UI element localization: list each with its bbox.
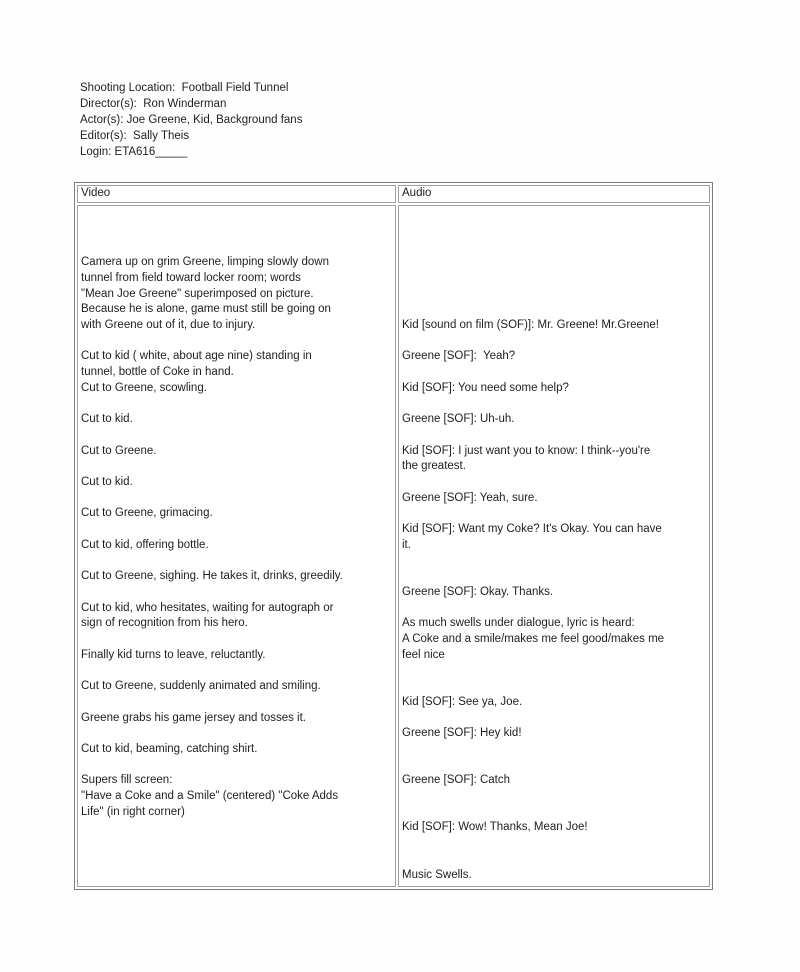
text-line bbox=[402, 271, 706, 287]
table-header-row bbox=[77, 185, 710, 203]
text-line bbox=[402, 239, 706, 255]
text-line bbox=[402, 475, 706, 491]
video-column-cell bbox=[77, 205, 396, 887]
text-line bbox=[402, 601, 706, 617]
text-line: Greene [SOF]: Catch bbox=[402, 774, 511, 787]
text-line: Cut to kid ( white, about age nine) standing in bbox=[81, 350, 312, 363]
text-line bbox=[402, 255, 706, 271]
text-line: Kid [SOF]: You need some help? bbox=[402, 381, 569, 394]
text-line: Shooting Location: Football Field Tunnel bbox=[80, 82, 289, 94]
text-line bbox=[81, 585, 392, 601]
text-line bbox=[81, 208, 392, 224]
text-line bbox=[81, 726, 392, 742]
text-line: Music Swells. bbox=[402, 868, 472, 881]
text-line: Greene [SOF]: Hey kid! bbox=[402, 727, 522, 740]
text-line: Cut to Greene, grimacing. bbox=[81, 507, 213, 520]
text-line: Camera up on grim Greene, limping slowly down bbox=[81, 256, 329, 269]
text-line: Actor(s): Joe Greene, Kid, Background fans bbox=[80, 114, 303, 126]
text-line bbox=[402, 553, 706, 569]
text-line bbox=[402, 711, 706, 727]
text-line bbox=[81, 459, 392, 475]
text-line: Greene [SOF]: Yeah? bbox=[402, 350, 516, 363]
text-line: Cut to Greene, suddenly animated and smiling. bbox=[81, 680, 321, 693]
text-line: Greene [SOF]: Okay. Thanks. bbox=[402, 585, 554, 598]
text-line bbox=[402, 208, 706, 224]
text-line bbox=[402, 365, 706, 381]
table-body-row bbox=[77, 205, 710, 887]
text-line: with Greene out of it, due to injury. bbox=[81, 318, 256, 331]
text-line: Cut to kid, who hesitates, waiting for autograph or bbox=[81, 601, 334, 614]
video-column-header: Video bbox=[77, 185, 396, 203]
text-line bbox=[402, 679, 706, 695]
text-line bbox=[402, 836, 706, 852]
text-line bbox=[402, 224, 706, 240]
text-line bbox=[402, 758, 706, 774]
text-line: Cut to Greene, sighing. He takes it, drinks, greedily. bbox=[81, 570, 343, 583]
text-line: Finally kid turns to leave, reluctantly. bbox=[81, 648, 266, 661]
audio-column-cell bbox=[398, 205, 710, 887]
text-line: Cut to kid, beaming, catching shirt. bbox=[81, 742, 258, 755]
text-line bbox=[402, 396, 706, 412]
text-line: Kid [SOF]: Want my Coke? It's Okay. You can have bbox=[402, 523, 662, 536]
text-line: Editor(s): Sally Theis bbox=[80, 130, 190, 142]
text-line bbox=[81, 428, 392, 444]
text-line: Supers fill screen: bbox=[81, 774, 173, 787]
text-line bbox=[81, 553, 392, 569]
text-line bbox=[402, 742, 706, 758]
text-line: Kid [SOF]: Wow! Thanks, Mean Joe! bbox=[402, 821, 588, 834]
text-line bbox=[81, 695, 392, 711]
text-line: Cut to kid. bbox=[81, 475, 133, 488]
production-info bbox=[80, 80, 302, 160]
video-script-text bbox=[81, 208, 392, 820]
text-line bbox=[81, 396, 392, 412]
text-line: tunnel, bottle of Coke in hand. bbox=[81, 366, 234, 379]
text-line: Because he is alone, game must still be going on bbox=[81, 303, 331, 316]
text-line bbox=[402, 287, 706, 303]
text-line: Kid [SOF]: I just want you to know: I think--you're bbox=[402, 444, 651, 457]
text-line bbox=[81, 663, 392, 679]
text-line: tunnel from field toward locker room; words bbox=[81, 271, 301, 284]
text-line: Greene grabs his game jersey and tosses it. bbox=[81, 711, 307, 724]
text-line: Cut to Greene. bbox=[81, 444, 157, 457]
text-line bbox=[402, 852, 706, 868]
text-line bbox=[402, 334, 706, 350]
text-line: Greene [SOF]: Yeah, sure. bbox=[402, 491, 538, 504]
text-line bbox=[81, 334, 392, 350]
audio-column-header: Audio bbox=[398, 185, 710, 203]
script-table bbox=[74, 182, 713, 890]
text-line: Kid [sound on film (SOF)]: Mr. Greene! Mr.Greene! bbox=[402, 318, 659, 331]
text-line: As much swells under dialogue, lyric is heard: bbox=[402, 617, 635, 630]
text-line bbox=[402, 805, 706, 821]
text-line: it. bbox=[402, 538, 411, 551]
audio-script-text bbox=[402, 208, 706, 883]
text-line: A Coke and a smile/makes me feel good/makes me bbox=[402, 632, 665, 645]
text-line: Cut to kid. bbox=[81, 413, 133, 426]
text-line: Cut to Greene, scowling. bbox=[81, 381, 207, 394]
text-line bbox=[402, 428, 706, 444]
text-line bbox=[402, 506, 706, 522]
text-line: the greatest. bbox=[402, 460, 466, 473]
text-line: feel nice bbox=[402, 648, 445, 661]
text-line: "Have a Coke and a Smile" (centered) "Coke Adds bbox=[81, 790, 339, 803]
text-line bbox=[81, 491, 392, 507]
text-line bbox=[402, 569, 706, 585]
text-line: Kid [SOF]: See ya, Joe. bbox=[402, 695, 523, 708]
text-line: Director(s): Ron Winderman bbox=[80, 98, 227, 110]
text-line bbox=[402, 663, 706, 679]
text-line bbox=[81, 522, 392, 538]
text-line bbox=[81, 224, 392, 240]
text-line: Life" (in right corner) bbox=[81, 805, 185, 818]
text-line bbox=[402, 789, 706, 805]
text-line bbox=[81, 758, 392, 774]
text-line: Login: ETA616_____ bbox=[80, 146, 188, 158]
text-line bbox=[402, 302, 706, 318]
text-line: Cut to kid, offering bottle. bbox=[81, 538, 209, 551]
text-line bbox=[81, 239, 392, 255]
text-line: Greene [SOF]: Uh-uh. bbox=[402, 413, 515, 426]
text-line: "Mean Joe Greene" superimposed on picture. bbox=[81, 287, 314, 300]
text-line: sign of recognition from his hero. bbox=[81, 617, 248, 630]
text-line bbox=[81, 632, 392, 648]
